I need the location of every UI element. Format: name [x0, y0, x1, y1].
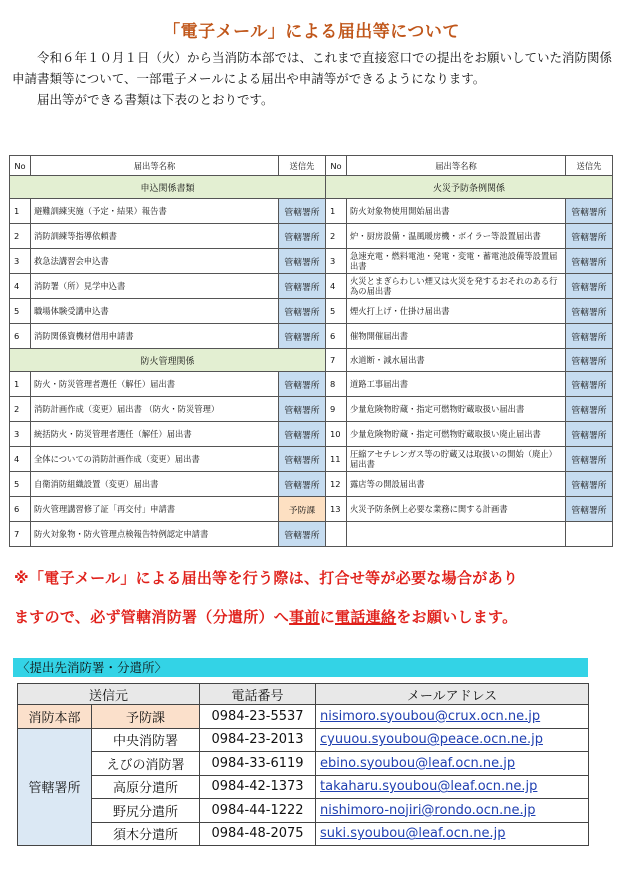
right-form-name: 催物開催届出書	[347, 324, 566, 349]
left-row-number: 4	[10, 274, 31, 299]
table-row	[10, 349, 613, 372]
right-row-number: 10	[326, 422, 347, 447]
table-row	[10, 199, 613, 224]
right-form-name: 煙火打上げ・仕掛け届出書	[347, 299, 566, 324]
left-row-number: 3	[10, 249, 31, 274]
phone-number: 0984-23-5537	[200, 705, 316, 729]
notice-text-a: ますので、必ず管轄消防署（分遣所）へ	[14, 608, 290, 626]
left-row-number: 2	[10, 224, 31, 249]
right-form-name: 水道断・減水届出書	[347, 349, 566, 372]
phone-header: 電話番号	[200, 684, 316, 705]
left-form-name: 統括防火・防災管理者選任（解任）届出書	[31, 422, 279, 447]
phone-number: 0984-44-1222	[200, 799, 316, 823]
table-row	[10, 397, 613, 422]
email-header: メールアドレス	[316, 684, 589, 705]
right-dest-badge: 管轄署所	[566, 299, 613, 324]
left-section-header: 申込関係書類	[10, 176, 326, 199]
notice-underline-prior: 事前	[289, 608, 320, 626]
left-dest-badge: 管轄署所	[279, 224, 326, 249]
right-form-name: 火災予防条例上必要な業務に関する計画書	[347, 497, 566, 522]
right-form-name: 露店等の開設届出書	[347, 472, 566, 497]
table-row	[10, 224, 613, 249]
contacts-header-row	[18, 684, 589, 705]
right-dest-badge: 管轄署所	[566, 274, 613, 299]
right-dest-badge: 管轄署所	[566, 397, 613, 422]
left-no-header: No	[10, 156, 31, 176]
right-dest-badge: 管轄署所	[566, 224, 613, 249]
table-row	[10, 176, 613, 199]
email-cell	[316, 705, 589, 729]
table-row	[10, 522, 613, 547]
left-row-number: 1	[10, 372, 31, 397]
contact-row	[18, 799, 589, 823]
org-hq: 消防本部	[18, 705, 92, 729]
right-dest-badge: 管轄署所	[566, 199, 613, 224]
table-row	[10, 472, 613, 497]
left-form-name: 消防署（所）見学申込書	[31, 274, 279, 299]
forms-table	[9, 155, 613, 547]
phone-number: 0984-23-2013	[200, 728, 316, 752]
left-name-header: 届出等名称	[31, 156, 279, 176]
right-dest-badge: 管轄署所	[566, 349, 613, 372]
email-cell	[316, 728, 589, 752]
page-title: 「電子メール」による届出等について	[163, 22, 460, 42]
table-header-row	[10, 156, 613, 176]
group-label-kankatsu: 管轄署所	[18, 728, 92, 846]
left-dest-badge: 管轄署所	[279, 472, 326, 497]
right-row-number: 13	[326, 497, 347, 522]
right-name-header: 届出等名称	[347, 156, 566, 176]
email-link[interactable]: nisimoro.syoubou@crux.ocn.ne.jp	[320, 708, 541, 724]
contacts-table	[17, 683, 589, 846]
contact-row	[18, 822, 589, 846]
right-empty-cell	[326, 522, 347, 547]
table-row	[10, 372, 613, 397]
contact-row	[18, 728, 589, 752]
left-dest-badge: 管轄署所	[279, 372, 326, 397]
left-form-name: 防火対象物・防火管理点検報告特例認定申請書	[31, 522, 279, 547]
right-dest-badge: 管轄署所	[566, 472, 613, 497]
table-row	[10, 422, 613, 447]
contacts-caption: 〈提出先消防署・分遣所〉	[13, 658, 588, 677]
station-name: 予防課	[92, 705, 200, 729]
left-dest-badge: 管轄署所	[279, 299, 326, 324]
right-row-number: 7	[326, 349, 347, 372]
right-empty-cell	[566, 522, 613, 547]
left-dest-badge: 予防課	[279, 497, 326, 522]
right-section-header: 火災予防条例関係	[326, 176, 613, 199]
sender-header: 送信元	[18, 684, 200, 705]
left-row-number: 6	[10, 497, 31, 522]
left-row-number: 6	[10, 324, 31, 349]
table-row	[10, 497, 613, 522]
email-cell	[316, 752, 589, 776]
right-row-number: 2	[326, 224, 347, 249]
right-dest-badge: 管轄署所	[566, 447, 613, 472]
email-cell	[316, 822, 589, 846]
right-dest-header: 送信先	[566, 156, 613, 176]
notice-text-b: に	[319, 608, 336, 626]
phone-number: 0984-42-1373	[200, 775, 316, 799]
right-dest-badge: 管轄署所	[566, 372, 613, 397]
station-name: 須木分遣所	[92, 822, 200, 846]
right-no-header: No	[326, 156, 347, 176]
right-row-number: 8	[326, 372, 347, 397]
left-form-name: 職場体験受講申込書	[31, 299, 279, 324]
right-form-name: 急速充電・燃料電池・発電・変電・蓄電池設備等設置届出書	[347, 249, 566, 274]
left-form-name: 消防計画作成（変更）届出書 （防火・防災管理）	[31, 397, 279, 422]
email-link[interactable]: suki.syoubou@leaf.ocn.ne.jp	[320, 826, 506, 842]
left-row-number: 5	[10, 299, 31, 324]
notice-line-2	[14, 606, 614, 627]
contact-row	[18, 775, 589, 799]
table-row	[10, 447, 613, 472]
intro-text	[12, 47, 612, 110]
email-link[interactable]: nishimoro-nojiri@rondo.ocn.ne.jp	[320, 802, 536, 818]
left-form-name: 避難訓練実施（予定・結果）報告書	[31, 199, 279, 224]
email-cell	[316, 799, 589, 823]
intro-paragraph-2: 届出等ができる書類は下表のとおりです。	[37, 92, 274, 107]
right-dest-badge: 管轄署所	[566, 422, 613, 447]
notice-underline-phone: 電話連絡	[335, 608, 397, 626]
contact-row	[18, 752, 589, 776]
left-form-name: 消防訓練等指導依頼書	[31, 224, 279, 249]
left-dest-badge: 管轄署所	[279, 249, 326, 274]
right-form-name: 少量危険物貯蔵・指定可燃物貯蔵取扱い届出書	[347, 397, 566, 422]
left-row-number: 2	[10, 397, 31, 422]
right-form-name: 少量危険物貯蔵・指定可燃物貯蔵取扱い廃止届出書	[347, 422, 566, 447]
right-dest-badge: 管轄署所	[566, 249, 613, 274]
table-row	[10, 249, 613, 274]
left-form-name: 防火・防災管理者選任（解任）届出書	[31, 372, 279, 397]
left-form-name: 消防関係資機材借用申請書	[31, 324, 279, 349]
table-row	[10, 324, 613, 349]
station-name: 野尻分遣所	[92, 799, 200, 823]
right-row-number: 11	[326, 447, 347, 472]
left-form-name: 自衛消防組織設置（変更）届出書	[31, 472, 279, 497]
right-row-number: 3	[326, 249, 347, 274]
right-dest-badge: 管轄署所	[566, 324, 613, 349]
right-form-name: 道路工事届出書	[347, 372, 566, 397]
table-row	[10, 274, 613, 299]
phone-number: 0984-48-2075	[200, 822, 316, 846]
phone-number: 0984-33-6119	[200, 752, 316, 776]
left-form-name: 救急法講習会申込書	[31, 249, 279, 274]
left-row-number: 7	[10, 522, 31, 547]
table-row	[10, 299, 613, 324]
email-cell	[316, 775, 589, 799]
left-dest-badge: 管轄署所	[279, 199, 326, 224]
left-form-name: 防火管理講習修了証「再交付」申請書	[31, 497, 279, 522]
email-link[interactable]: takaharu.syoubou@leaf.ocn.ne.jp	[320, 779, 538, 795]
notice-line-1: ※「電子メール」による届出等を行う際は、打合せ等が必要な場合があり	[14, 569, 519, 587]
station-name: 中央消防署	[92, 728, 200, 752]
email-link[interactable]: ebino.syoubou@leaf.ocn.ne.jp	[320, 755, 516, 771]
left-dest-badge: 管轄署所	[279, 397, 326, 422]
right-row-number: 5	[326, 299, 347, 324]
intro-paragraph-1: 令和６年１０月１日（火）から当消防本部では、これまで直接窓口での提出をお願いしていた消防関係申請書類等について、一部電子メールによる届出や申請等ができるようになります。	[12, 50, 613, 86]
right-row-number: 9	[326, 397, 347, 422]
right-row-number: 12	[326, 472, 347, 497]
left-dest-badge: 管轄署所	[279, 447, 326, 472]
right-form-name: 火災とまぎらわしい煙又は火災を発するおそれのある行為の届出書	[347, 274, 566, 299]
right-empty-cell	[347, 522, 566, 547]
contact-row-hq	[18, 705, 589, 729]
left-row-number: 3	[10, 422, 31, 447]
right-row-number: 1	[326, 199, 347, 224]
right-form-name: 防火対象物使用開始届出書	[347, 199, 566, 224]
left-row-number: 4	[10, 447, 31, 472]
email-link[interactable]: cyuuou.syoubou@peace.ocn.ne.jp	[320, 732, 543, 748]
notice-text-c: をお願いします。	[396, 608, 518, 626]
right-form-name: 炉・厨房設備・温風暖房機・ボイラー等設置届出書	[347, 224, 566, 249]
right-row-number: 6	[326, 324, 347, 349]
station-name: 高原分遣所	[92, 775, 200, 799]
left-dest-badge: 管轄署所	[279, 324, 326, 349]
left-dest-header: 送信先	[279, 156, 326, 176]
right-row-number: 4	[326, 274, 347, 299]
left-row-number: 1	[10, 199, 31, 224]
left-dest-badge: 管轄署所	[279, 522, 326, 547]
left-form-name: 全体についての消防計画作成（変更）届出書	[31, 447, 279, 472]
left-dest-badge: 管轄署所	[279, 422, 326, 447]
station-name: えびの消防署	[92, 752, 200, 776]
left-row-number: 5	[10, 472, 31, 497]
left-section-header: 防火管理関係	[10, 349, 326, 372]
left-dest-badge: 管轄署所	[279, 274, 326, 299]
right-dest-badge: 管轄署所	[566, 497, 613, 522]
right-form-name: 圧縮アセチレンガス等の貯蔵又は取扱いの開始（廃止）届出書	[347, 447, 566, 472]
